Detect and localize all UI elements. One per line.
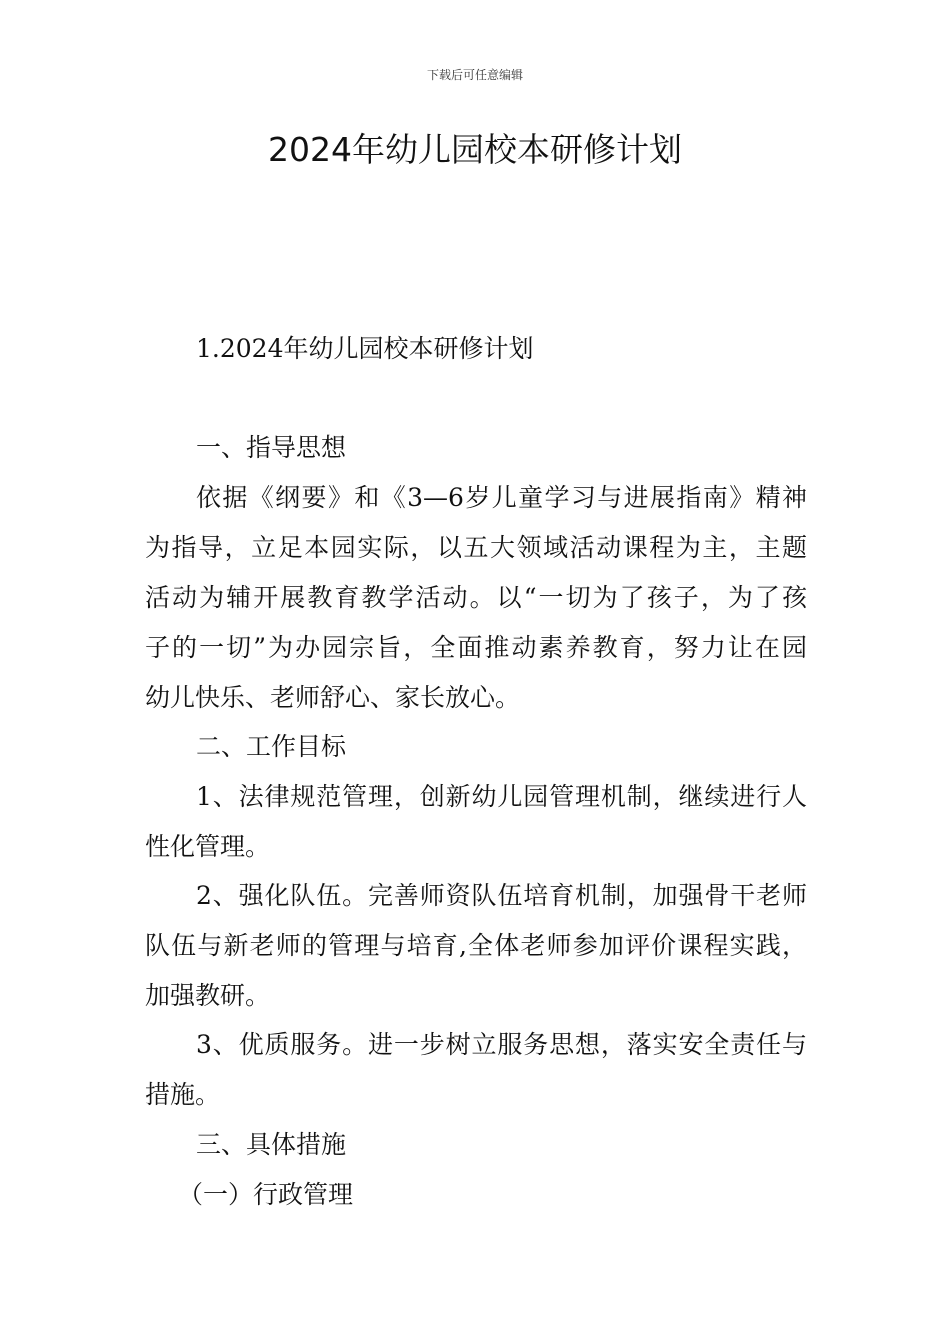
paragraph-line: 幼儿快乐、老师舒心、家长放心。: [145, 683, 521, 712]
paragraph-line: 子的一切”为办园宗旨，全面推动素养教育，努力让在园: [145, 633, 807, 662]
paragraph-line: 1、法律规范管理，创新幼儿园管理机制，继续进行人: [196, 782, 807, 811]
paragraph-line: 3、优质服务。进一步树立服务思想，落实安全责任与: [196, 1030, 807, 1059]
part3-subheading: （一）行政管理: [178, 1180, 354, 1209]
section-heading: 1.2024年幼儿园校本研修计划: [196, 334, 534, 363]
paragraph-line: 为指导，立足本园实际，以五大领域活动课程为主，主题: [145, 533, 807, 562]
paragraph-line: 措施。: [145, 1080, 221, 1109]
paragraph-line: 性化管理。: [145, 832, 271, 861]
paragraph-line: 队伍与新老师的管理与培育,全体老师参加评价课程实践，: [145, 931, 807, 960]
part2-item2: [145, 871, 807, 1021]
part2-item3: [145, 1020, 807, 1120]
part1-paragraph: [145, 473, 807, 723]
part3-heading: 三、具体措施: [196, 1130, 347, 1159]
paragraph-line: 依据《纲要》和《3—6岁儿童学习与进展指南》精神: [196, 483, 807, 512]
header-note: 下载后可任意编辑: [426, 68, 523, 82]
part1-heading: 一、指导思想: [196, 433, 347, 462]
paragraph-line: 加强教研。: [145, 981, 271, 1010]
paragraph-line: 活动为辅开展教育教学活动。以“一切为了孩子，为了孩: [145, 583, 807, 612]
part2-heading: 二、工作目标: [196, 732, 347, 761]
part2-item1: [145, 772, 807, 872]
document-title: 2024年幼儿园校本研修计划: [268, 130, 682, 169]
paragraph-line: 2、强化队伍。完善师资队伍培育机制，加强骨干老师: [196, 881, 807, 910]
